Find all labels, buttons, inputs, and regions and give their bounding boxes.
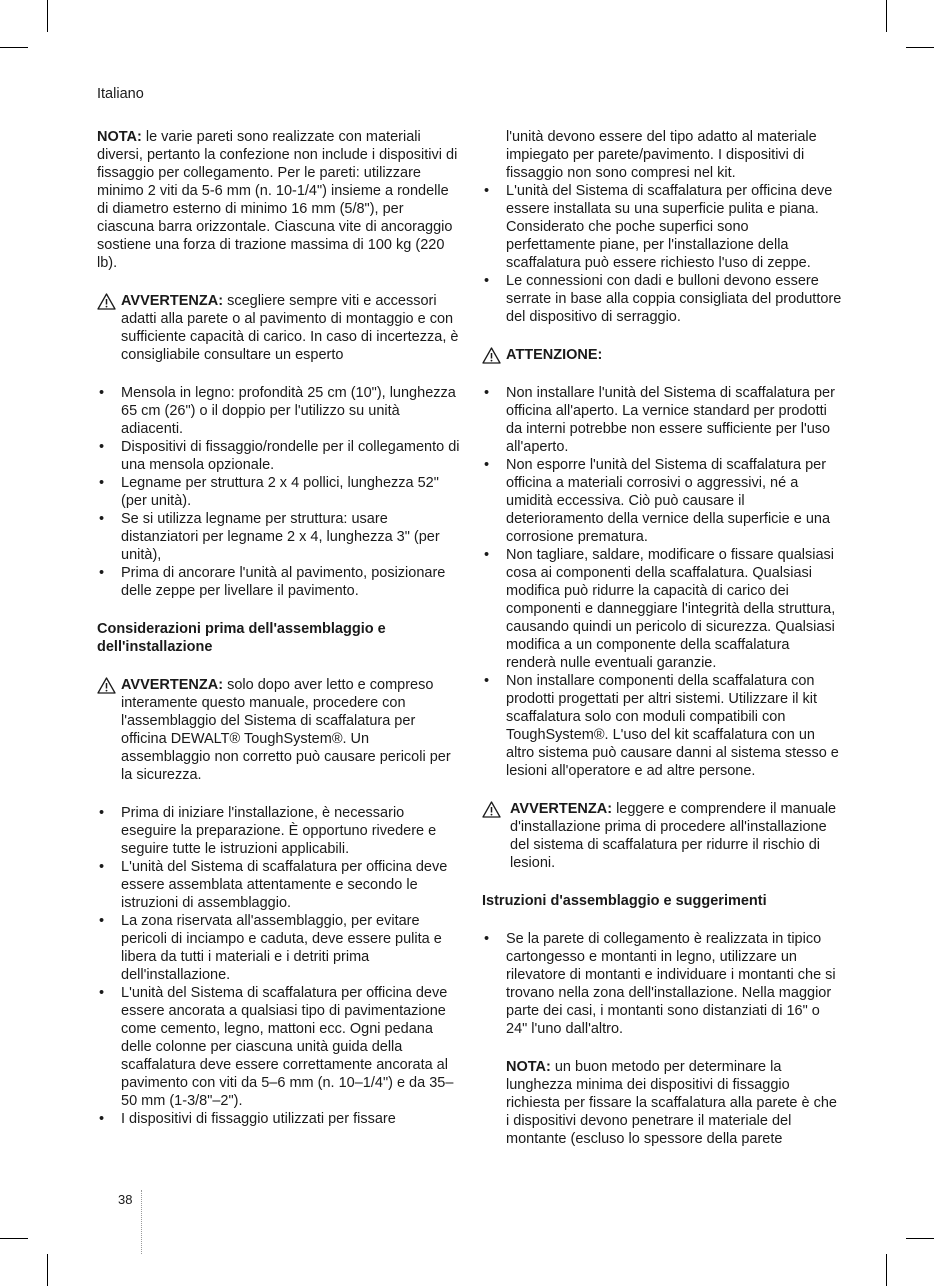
right-column <box>482 128 842 1148</box>
warning-label: AVVERTENZA: <box>121 293 224 309</box>
list-item: • Non installare l'unità del Sistema di scaffalatura per officina all'aperto. La vernice standard per prodotti da interni potrebbe non essere sufficiente per l'uso all'aperto. <box>482 384 842 456</box>
list-item: • Non tagliare, saldare, modificare o fissare qualsiasi cosa ai componenti della scaffalatura. Qualsiasi modifica può ridurre la capacità di carico dei componenti e danneggiare l'integrità della struttura, causando quindi un pericolo di sicurezza. Qualsiasi modifica a un componente della scaffalatura renderà nulle eventuali garanzie. <box>482 546 842 672</box>
list-item: • Prima di ancorare l'unità al pavimento, posizionare delle zeppe per livellare il pavimento. <box>97 564 462 600</box>
left-column <box>97 128 462 1128</box>
warning-triangle-icon <box>482 801 501 818</box>
crop-mark <box>47 0 48 32</box>
page-divider <box>141 1190 142 1254</box>
list-item: • Se la parete di collegamento è realizzata in tipico cartongesso e montanti in legno, utilizzare un rilevatore di montanti e individuare i montanti che si trovano nella zona dell'installazione. Nella maggior parte dei casi, i montanti sono distanziati di 16" o 24" l'uno dall'altro. <box>482 930 842 1038</box>
caution-list <box>482 384 842 780</box>
page-number: 38 <box>118 1192 133 1207</box>
crop-mark <box>47 1254 48 1286</box>
section-heading: Considerazioni prima dell'assemblaggio e dell'installazione <box>97 621 386 655</box>
warning-block <box>482 800 842 872</box>
installation-list <box>482 182 842 326</box>
list-item: • L'unità del Sistema di scaffalatura per officina deve essere assemblata attentamente e secondo le istruzioni di assemblaggio. <box>97 858 462 912</box>
warning-triangle-icon <box>97 677 116 694</box>
warning-triangle-icon <box>482 347 501 364</box>
list-item: • Prima di iniziare l'installazione, è necessario eseguire la preparazione. È opportuno rivedere e seguire tutte le istruzioni applicabili. <box>97 804 462 858</box>
warning-triangle-icon <box>97 293 116 310</box>
list-item: • Dispositivi di fissaggio/rondelle per il collegamento di una mensola opzionale. <box>97 438 462 474</box>
materials-list <box>97 384 462 600</box>
preparation-list <box>97 804 462 1128</box>
list-item: • La zona riservata all'assemblaggio, per evitare pericoli di inciampo e caduta, deve essere pulita e libera da tutti i materiali e i detriti prima dell'installazione. <box>97 912 462 984</box>
list-item: • Non installare componenti della scaffalatura con prodotti progettati per altri sistemi. Utilizzare il kit scaffalatura solo con moduli compatibili con ToughSystem®. L'uso del kit scaffalatura con un altro sistema può causare danni al sistema stesso e lesioni all'operatore e ad altre persone. <box>482 672 842 780</box>
caution-label: ATTENZIONE: <box>506 347 603 363</box>
warning-label: AVVERTENZA: <box>510 801 613 817</box>
warning-label: AVVERTENZA: <box>121 677 224 693</box>
language-label: Italiano <box>97 86 144 102</box>
crop-mark <box>0 47 28 48</box>
warning-block <box>97 292 462 364</box>
list-item: • I dispositivi di fissaggio utilizzati per fissare <box>97 1110 462 1128</box>
list-item: • L'unità del Sistema di scaffalatura per officina deve essere installata su una superficie pulita e piana. Considerato che poche superfici sono perfettamente piane, per l'installazione della scaffalatura può essere richiesto l'uso di zeppe. <box>482 182 842 272</box>
crop-mark <box>906 1238 934 1239</box>
note-label: NOTA: <box>97 129 142 145</box>
list-item: • Le connessioni con dadi e bulloni devono essere serrate in base alla coppia consigliata del produttore del dispositivo di serraggio. <box>482 272 842 326</box>
crop-mark <box>0 1238 28 1239</box>
list-item: • L'unità del Sistema di scaffalatura per officina deve essere ancorata a qualsiasi tipo di pavimentazione come cemento, legno, mattoni ecc. Ogni pedana delle colonne per ciascuna unità guida della scaffalatura deve essere correttamente ancorata al pavimento con viti da 5–6 mm (n. 10–1/4") e da 35–50 mm (1-3/8"–2"). <box>97 984 462 1110</box>
note-text: un buon metodo per determinare la lunghezza minima dei dispositivi di fissaggio richiesta per fissare la scaffalatura alla parete è che i dispositivi devono penetrare il materiale del montante (escluso lo spessore della parete <box>506 1059 837 1147</box>
crop-mark <box>886 1254 887 1286</box>
warning-block <box>97 676 462 784</box>
caution-block <box>482 346 842 364</box>
list-item: • Se si utilizza legname per struttura: usare distanziatori per legname 2 x 4, lunghezza 3" (per unità), <box>97 510 462 564</box>
list-item: • Mensola in legno: profondità 25 cm (10"), lunghezza 65 cm (26") o il doppio per l'utilizzo su unità adiacenti. <box>97 384 462 438</box>
crop-mark <box>906 47 934 48</box>
note-paragraph <box>97 128 462 272</box>
list-item: • Legname per struttura 2 x 4 pollici, lunghezza 52" (per unità). <box>97 474 462 510</box>
note-text: le varie pareti sono realizzate con materiali diversi, pertanto la confezione non include i dispositivi di fissaggio per collegamento. Per le pareti: utilizzare minimo 2 viti da 5-6 mm (n. 10-1/4") insieme a rondelle di diametro esterno di minimo 16 mm (5/8"), per ciascuna barra orizzontale. Ciascuna vite di ancoraggio sostiene una forza di trazione massima di 100 kg (220 lb). <box>97 129 458 271</box>
assembly-list <box>482 930 842 1038</box>
list-item: • Non esporre l'unità del Sistema di scaffalatura per officina a materiali corrosivi o aggressivi, né a umidità eccessiva. Ciò può causare il deterioramento della vernice della superficie e una corrosione prematura. <box>482 456 842 546</box>
note-label: NOTA: <box>506 1059 551 1075</box>
warning-text: AVVERTENZA: scegliere sempre viti e accessori adatti alla parete o al pavimento di montaggio e con sufficiente capacità di carico. In caso di incertezza, è consigliabile consultare un esperto <box>121 293 459 363</box>
continuation-text: l'unità devono essere del tipo adatto al materiale impiegato per parete/pavimento. I dispositivi di fissaggio non sono compresi nel kit. <box>506 129 817 181</box>
warning-text: AVVERTENZA: solo dopo aver letto e compreso interamente questo manuale, procedere con l'assemblaggio del Sistema di scaffalatura per officina DEWALT® ToughSystem®. Un assemblaggio non corretto può causare pericoli per la sicurezza. <box>121 677 451 783</box>
crop-mark <box>886 0 887 32</box>
note-paragraph <box>482 1058 842 1148</box>
section-heading: Istruzioni d'assemblaggio e suggerimenti <box>482 893 767 909</box>
warning-text: AVVERTENZA: leggere e comprendere il manuale d'installazione prima di procedere all'installazione del sistema di scaffalatura per ridurre il rischio di lesioni. <box>510 801 837 871</box>
